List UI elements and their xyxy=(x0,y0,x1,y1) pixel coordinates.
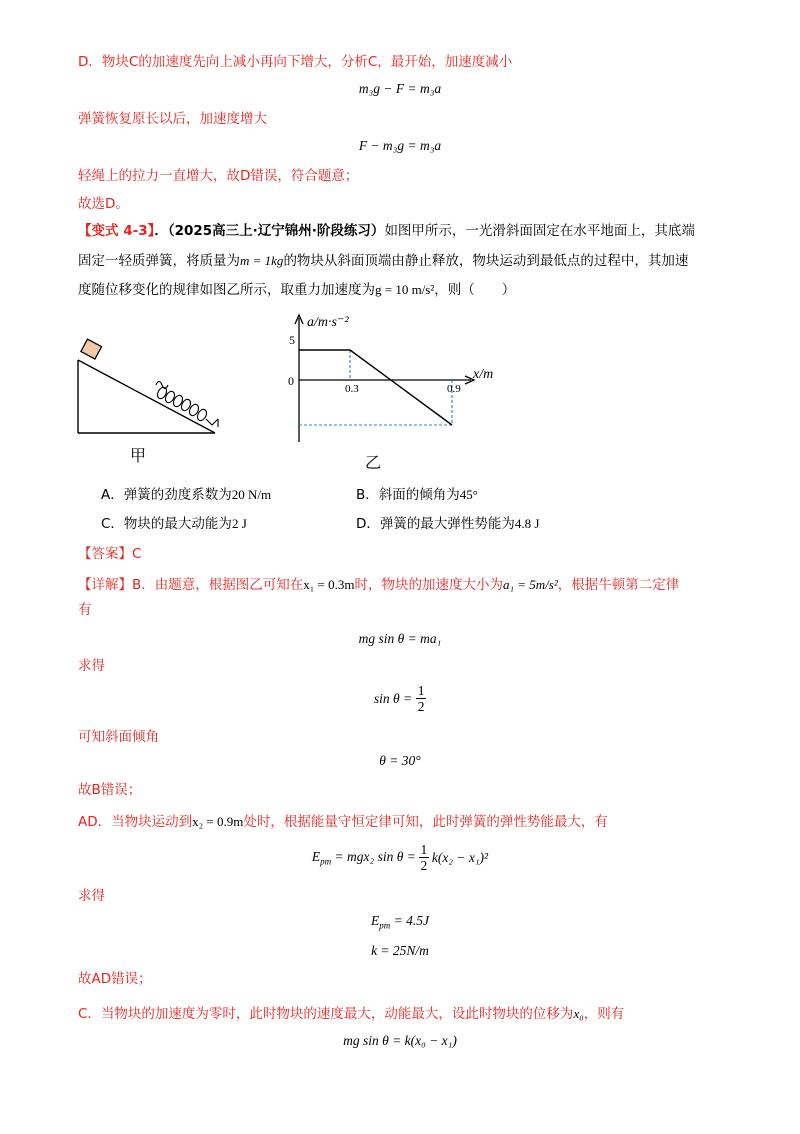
equation-6-rhs: k(x₂ − x₁)² xyxy=(431,849,489,865)
spring xyxy=(156,382,218,428)
option-c-value: 2 J xyxy=(231,516,247,531)
mass-value: m = 1kg xyxy=(240,253,284,268)
equation-6-denominator: 2 xyxy=(420,858,428,873)
option-d[interactable] xyxy=(356,515,539,533)
equation-9: mg sin θ = k(x₀ − x₁) xyxy=(343,1033,457,1048)
option-b-value: 45° xyxy=(459,487,478,502)
choose-d-text: 故选D。 xyxy=(78,196,129,212)
rope-tension-text: 轻绳上的拉力一直增大，故D错误，符合题意； xyxy=(78,168,359,184)
spring-restored-text: 弹簧恢复原长以后，加速度增大 xyxy=(78,111,267,127)
x-tick-0.3: 0.3 xyxy=(345,383,359,395)
problem-text-3a: 度随位移变化的规律如图乙所示，取重力加速度为 xyxy=(78,282,375,298)
equation-4 xyxy=(0,683,800,714)
equation-6-mid: = mgx₂ sin θ = xyxy=(331,848,416,864)
variant-tag: 【变式 4-3】 xyxy=(78,223,155,239)
option-c-label: C．物块的最大动能为 xyxy=(101,516,232,532)
option-d-analysis: D．物块C的加速度先向上减小再向下增大，分析C，最开始，加速度减小 xyxy=(78,54,513,70)
explanation-b-text2: 时，物块的加速度大小为 xyxy=(354,577,503,593)
problem-text-3b: ，则（ ） xyxy=(434,282,516,298)
explanation-b-line xyxy=(78,576,679,594)
option-c[interactable] xyxy=(101,515,247,533)
qiude-text-1: 求得 xyxy=(78,658,105,674)
explanation-tag: 【详解】 xyxy=(78,577,132,593)
problem-source: ．（2025高三上·辽宁锦州·阶段练习） xyxy=(154,223,385,239)
x0-value: x₀ xyxy=(573,1006,584,1021)
a1-value: a₁ = 5m/s² xyxy=(503,577,558,592)
equation-7-lhs: E xyxy=(371,913,380,928)
problem-text-1: 如图甲所示，一光滑斜面固定在水平地面上，其底端 xyxy=(384,223,695,239)
equation-8: k = 25N/m xyxy=(371,943,429,958)
explanation-c-text1: C．当物块的加速度为零时，此时物块的速度最大，动能最大，设此时物块的位移为 xyxy=(78,1006,574,1022)
option-d-label: D．弹簧的最大弹性势能为 xyxy=(356,516,515,532)
explanation-ad-line xyxy=(78,813,608,831)
equation-6-numerator: 1 xyxy=(420,842,428,857)
explanation-b-text1: B．由题意，根据图乙可知在 xyxy=(132,577,304,593)
you-text: 有 xyxy=(78,602,92,618)
explanation-c-text2: ，则有 xyxy=(583,1006,625,1022)
explanation-c-line xyxy=(78,1005,624,1023)
problem-text-2b: 的物块从斜面顶端由静止释放，物块运动到最低点的过程中，其加速 xyxy=(283,253,689,269)
explanation-b-text3: ，根据牛顿第二定律 xyxy=(557,577,680,593)
answer-line xyxy=(78,545,141,563)
x-axis-label: x/m xyxy=(473,367,494,382)
equation-4-lhs: sin θ = xyxy=(373,690,413,706)
problem-line-3 xyxy=(78,281,515,299)
equation-7-sub: pm xyxy=(379,920,391,931)
equation-4-numerator: 1 xyxy=(417,683,425,698)
qiude-text-2: 求得 xyxy=(78,888,105,904)
y-tick-5: 5 xyxy=(289,333,295,347)
equation-3: mg sin θ = ma₁ xyxy=(358,631,442,646)
equation-1: m₃g − F = m₃a xyxy=(358,81,442,96)
ad-wrong-text: 故AD错误； xyxy=(78,971,152,987)
option-a-label: A．弹簧的劲度系数为 xyxy=(101,487,232,503)
option-a-value: 20 N/m xyxy=(231,487,272,502)
answer-value: C xyxy=(132,546,142,562)
equation-6-lhs: E xyxy=(311,848,321,864)
option-d-value: 4.8 J xyxy=(514,516,540,531)
explanation-ad-text2: 处时，根据能量守恒定律可知，此时弹簧的弹性势能最大，有 xyxy=(243,814,608,830)
incline-figure xyxy=(70,335,230,440)
problem-line-2 xyxy=(78,252,688,270)
x2-value: x₂ = 0.9m xyxy=(192,814,244,829)
option-b-label: B．斜面的倾角为 xyxy=(356,487,460,503)
option-b[interactable] xyxy=(356,486,478,504)
incline-angle-text: 可知斜面倾角 xyxy=(78,729,159,745)
x-tick-0.9: 0.9 xyxy=(447,383,461,395)
incline-hypotenuse xyxy=(78,360,215,433)
b-wrong-text: 故B错误； xyxy=(78,782,142,798)
equation-5: θ = 30° xyxy=(379,753,421,768)
block xyxy=(81,339,102,359)
equation-2: F − m₃g = m₃a xyxy=(358,138,442,153)
equation-7 xyxy=(0,912,800,935)
y-axis-label: a/m·s⁻² xyxy=(307,315,349,330)
figure-right-label: 乙 xyxy=(365,455,382,472)
equation-6 xyxy=(0,842,800,873)
equation-7-rhs: = 4.5J xyxy=(390,913,429,928)
figure-left-label: 甲 xyxy=(130,448,147,465)
problem-line-1 xyxy=(78,222,695,240)
equation-4-denominator: 2 xyxy=(417,699,425,714)
problem-text-2a: 固定一轻质弹簧，将质量为 xyxy=(78,253,240,269)
gravity-value: g = 10 m/s² xyxy=(375,282,435,297)
equation-6-sub: pm xyxy=(320,856,332,867)
x1-value: x₁ = 0.3m xyxy=(303,577,355,592)
explanation-ad-text1: AD．当物块运动到 xyxy=(78,814,193,830)
acceleration-graph xyxy=(275,310,515,450)
acceleration-series-line xyxy=(299,350,452,425)
option-a[interactable] xyxy=(101,486,271,504)
answer-tag: 【答案】 xyxy=(78,546,132,562)
origin-label: 0 xyxy=(288,374,294,388)
